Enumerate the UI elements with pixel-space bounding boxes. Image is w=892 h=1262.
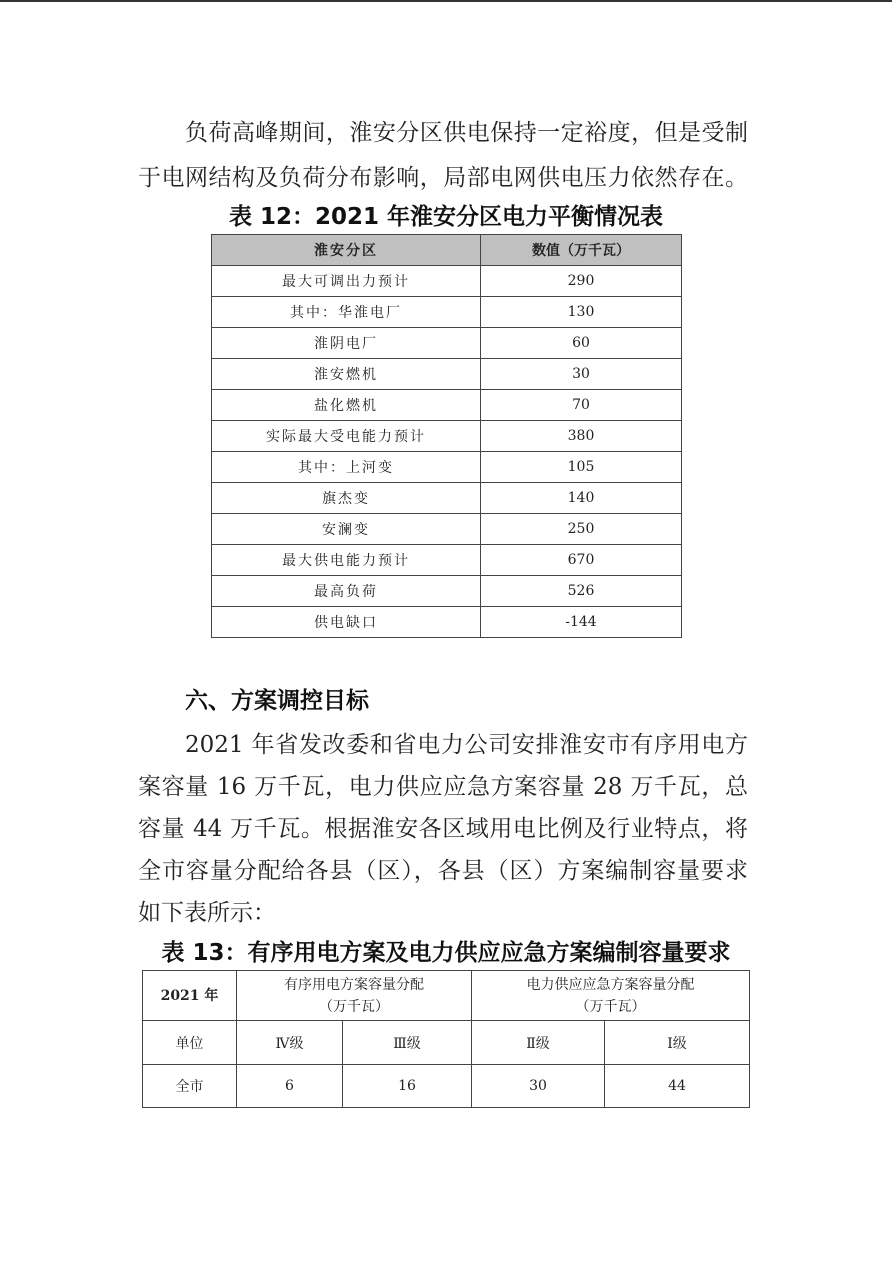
group-header-line: 有序用电方案容量分配 [284,976,424,993]
paragraph-line: 如下表所示： [138,900,276,926]
table-row [212,328,682,359]
table13 [142,970,750,1108]
group-header-orderly [237,971,472,1021]
column-header: 数值（万千瓦） [481,235,682,266]
row-value: 250 [481,514,682,545]
table-row [212,483,682,514]
unit-label: 单位 [143,1021,237,1065]
row-value: 140 [481,483,682,514]
table-row [212,359,682,390]
paragraph-line: 全市容量分配给各县（区），各县（区）方案编制容量要求 [138,858,748,884]
table-header-row [143,971,750,1021]
table-row [212,266,682,297]
level-header: Ⅱ级 [472,1021,605,1065]
group-header-unit: （万千瓦） [319,998,389,1015]
row-value: 290 [481,266,682,297]
table-row [212,514,682,545]
row-label: 其中：华淮电厂 [212,297,481,328]
table-header-row [212,235,682,266]
row-label: 实际最大受电能力预计 [212,421,481,452]
row-label: 最高负荷 [212,576,481,607]
table-row [212,545,682,576]
paragraph-line: 2021 年省发改委和省电力公司安排淮安市有序用电方 [185,732,748,758]
table-row [212,421,682,452]
row-value: 70 [481,390,682,421]
table-row [212,297,682,328]
table-row [212,607,682,638]
table12 [211,234,682,638]
row-value: 44 [605,1065,750,1108]
table12-caption: 表 12：2021 年淮安分区电力平衡情况表 [228,204,664,230]
row-value: 670 [481,545,682,576]
level-header: Ⅰ级 [605,1021,750,1065]
group-header-unit: （万千瓦） [575,998,646,1015]
row-value: 30 [472,1065,605,1108]
row-value: 60 [481,328,682,359]
table-row [212,576,682,607]
paragraph-line: 负荷高峰期间，淮安分区供电保持一定裕度，但是受制 [185,120,748,146]
row-value: 30 [481,359,682,390]
row-value: 6 [237,1065,343,1108]
row-value: 380 [481,421,682,452]
table-row [143,1021,750,1065]
row-label: 淮安燃机 [212,359,481,390]
row-label: 最大供电能力预计 [212,545,481,576]
row-label: 最大可调出力预计 [212,266,481,297]
row-value: 526 [481,576,682,607]
row-label: 全市 [143,1065,237,1108]
table13-caption: 表 13：有序用电方案及电力供应应急方案编制容量要求 [161,940,731,966]
table-row [212,390,682,421]
group-header-emergency [472,971,750,1021]
top-rule [0,0,892,2]
row-value: 16 [343,1065,472,1108]
row-value: -144 [481,607,682,638]
row-label: 安澜变 [212,514,481,545]
paragraph-line: 容量 44 万千瓦。根据淮安各区域用电比例及行业特点，将 [138,816,748,842]
row-label: 其中：上河变 [212,452,481,483]
group-header-line: 电力供应应急方案容量分配 [526,976,695,993]
level-header: Ⅳ级 [237,1021,343,1065]
section-heading: 六、方案调控目标 [185,688,369,714]
row-label: 淮阴电厂 [212,328,481,359]
column-header: 淮安分区 [212,235,481,266]
paragraph-line: 案容量 16 万千瓦，电力供应应急方案容量 28 万千瓦，总 [138,774,748,800]
year-label: 2021 年 [143,971,237,1021]
row-label: 旗杰变 [212,483,481,514]
paragraph-line: 于电网结构及负荷分布影响，局部电网供电压力依然存在。 [138,165,748,191]
table-row [143,1065,750,1108]
row-value: 105 [481,452,682,483]
row-label: 供电缺口 [212,607,481,638]
level-header: Ⅲ级 [343,1021,472,1065]
row-value: 130 [481,297,682,328]
table-row [212,452,682,483]
row-label: 盐化燃机 [212,390,481,421]
